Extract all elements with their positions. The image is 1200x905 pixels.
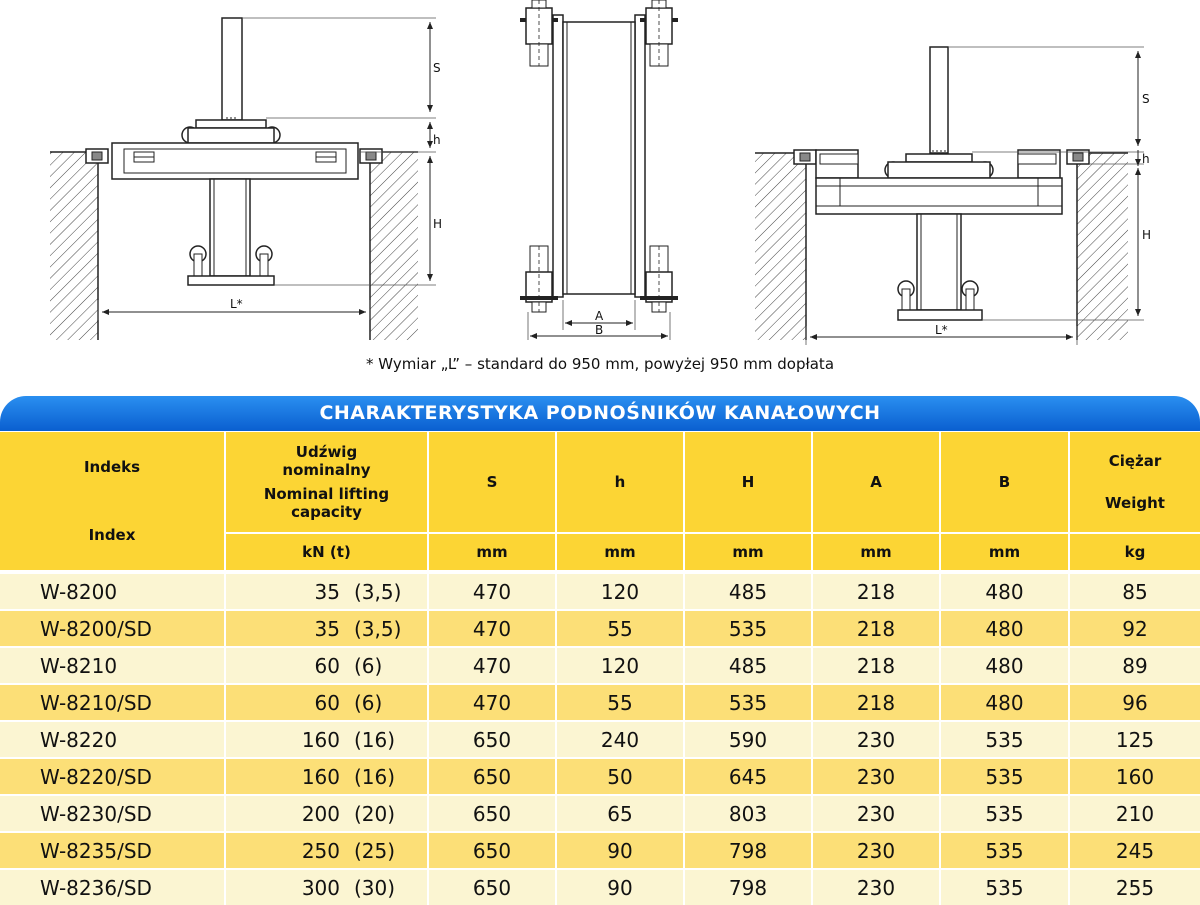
cell-weight: 160: [1070, 757, 1200, 794]
cell-capacity-kn: 60: [314, 653, 340, 678]
drawing-front-view-wide: [755, 47, 1151, 345]
cell-a: 218: [813, 646, 941, 683]
cell-capacity: [226, 683, 429, 720]
header-index-pl: Indeks: [83, 458, 141, 476]
cell-capacity: [226, 868, 429, 905]
cell-a: 230: [813, 794, 941, 831]
cell-h-large: 485: [685, 646, 813, 683]
cell-capacity-t: (6): [354, 690, 383, 715]
cell-s: 470: [429, 609, 557, 646]
cell-b: 535: [941, 757, 1070, 794]
cell-a: 230: [813, 831, 941, 868]
cell-index: W-8230/SD: [0, 794, 226, 831]
cell-s: 470: [429, 646, 557, 683]
cell-h-large: 485: [685, 572, 813, 609]
cell-s: 650: [429, 757, 557, 794]
cell-capacity: [226, 646, 429, 683]
pit-wall-right: [370, 152, 418, 340]
cell-capacity: [226, 757, 429, 794]
table-row: [0, 831, 1200, 868]
cell-h-large: 535: [685, 609, 813, 646]
cell-index: W-8235/SD: [0, 831, 226, 868]
table-row: [0, 572, 1200, 609]
cell-s: 470: [429, 683, 557, 720]
drawing-side-view: [520, 0, 678, 340]
dim-label-s: S: [1142, 92, 1150, 106]
cell-h-large: 590: [685, 720, 813, 757]
cell-h-large: 798: [685, 831, 813, 868]
spec-table: [0, 432, 1200, 905]
cell-capacity-kn: 35: [314, 616, 340, 641]
header-index-en: Index: [88, 526, 136, 544]
dimension-note: * Wymiar „L” – standard do 950 mm, powyżej 950 mm dopłata: [365, 355, 835, 373]
table-row: [0, 720, 1200, 757]
cell-weight: 96: [1070, 683, 1200, 720]
cell-weight: 210: [1070, 794, 1200, 831]
cell-capacity-t: (30): [354, 875, 396, 900]
cell-capacity-t: (20): [354, 801, 396, 826]
cell-h-large: 798: [685, 868, 813, 905]
cell-s: 650: [429, 868, 557, 905]
cell-h-large: 535: [685, 683, 813, 720]
cell-index: W-8220: [0, 720, 226, 757]
cell-b: 535: [941, 868, 1070, 905]
dim-label-l: L*: [935, 323, 948, 337]
cell-index: W-8236/SD: [0, 868, 226, 905]
header-index: [0, 432, 226, 572]
table-row: [0, 646, 1200, 683]
table-row: [0, 609, 1200, 646]
header-weight-pl: Ciężar: [1108, 452, 1162, 470]
table-row: [0, 683, 1200, 720]
cell-a: 230: [813, 720, 941, 757]
cell-weight: 92: [1070, 609, 1200, 646]
unit-capacity: kN (t): [226, 534, 429, 572]
cell-h-small: 120: [557, 646, 685, 683]
cell-weight: 89: [1070, 646, 1200, 683]
cell-weight: 255: [1070, 868, 1200, 905]
cell-s: 650: [429, 831, 557, 868]
cell-b: 480: [941, 646, 1070, 683]
cell-h-large: 803: [685, 794, 813, 831]
cell-capacity: [226, 831, 429, 868]
unit-s: mm: [429, 534, 557, 572]
cell-capacity-kn: 35: [314, 579, 340, 604]
cell-h-small: 55: [557, 683, 685, 720]
cell-capacity-kn: 200: [301, 801, 340, 826]
dim-label-h-small: h: [433, 133, 441, 147]
cell-weight: 85: [1070, 572, 1200, 609]
header-h-small: h: [557, 432, 685, 534]
cell-h-small: 50: [557, 757, 685, 794]
cell-s: 470: [429, 572, 557, 609]
cell-index: W-8210/SD: [0, 683, 226, 720]
cell-capacity-kn: 160: [301, 764, 340, 789]
cell-capacity-t: (3,5): [354, 579, 402, 604]
pit-wall-left: [50, 152, 98, 340]
cell-h-small: 65: [557, 794, 685, 831]
cell-b: 480: [941, 572, 1070, 609]
cell-capacity-kn: 300: [301, 875, 340, 900]
cell-capacity-kn: 250: [301, 838, 340, 863]
cell-capacity-kn: 60: [314, 690, 340, 715]
cell-capacity-kn: 160: [301, 727, 340, 752]
dim-label-h-large: H: [1142, 228, 1152, 242]
header-weight: [1070, 432, 1200, 534]
cell-b: 480: [941, 683, 1070, 720]
dim-label-a: A: [595, 309, 604, 323]
dim-label-s: S: [433, 61, 441, 75]
dim-label-l: L*: [230, 297, 243, 311]
dim-label-h-small: h: [1142, 152, 1150, 166]
cell-index: W-8220/SD: [0, 757, 226, 794]
cell-h-large: 645: [685, 757, 813, 794]
cell-h-small: 90: [557, 831, 685, 868]
cell-capacity-t: (3,5): [354, 616, 402, 641]
cell-h-small: 55: [557, 609, 685, 646]
drawing-front-view-narrow: [50, 18, 442, 340]
pit-wall-left: [755, 153, 806, 340]
cell-s: 650: [429, 720, 557, 757]
cell-capacity-t: (16): [354, 764, 396, 789]
cell-b: 535: [941, 831, 1070, 868]
unit-a: mm: [813, 534, 941, 572]
cell-a: 230: [813, 868, 941, 905]
header-capacity-en: Nominal lifting capacity: [263, 485, 390, 521]
unit-h-small: mm: [557, 534, 685, 572]
cell-index: W-8210: [0, 646, 226, 683]
cell-h-small: 120: [557, 572, 685, 609]
table-row: [0, 868, 1200, 905]
cell-a: 218: [813, 572, 941, 609]
header-capacity: [226, 432, 429, 534]
cell-weight: 245: [1070, 831, 1200, 868]
cell-capacity: [226, 720, 429, 757]
dim-label-h-large: H: [433, 217, 443, 231]
header-weight-en: Weight: [1105, 494, 1165, 512]
header-s: S: [429, 432, 557, 534]
cell-a: 218: [813, 609, 941, 646]
cell-a: 218: [813, 683, 941, 720]
unit-weight: kg: [1070, 534, 1200, 572]
cell-capacity: [226, 609, 429, 646]
cell-capacity: [226, 794, 429, 831]
pit-wall-right: [1077, 153, 1128, 340]
cell-capacity-t: (25): [354, 838, 396, 863]
header-b: B: [941, 432, 1070, 534]
cell-index: W-8200/SD: [0, 609, 226, 646]
dim-label-b: B: [595, 323, 604, 337]
cell-b: 480: [941, 609, 1070, 646]
header-capacity-pl: Udźwig nominalny: [282, 443, 371, 479]
cell-s: 650: [429, 794, 557, 831]
technical-drawings: [0, 0, 1200, 345]
cell-h-small: 240: [557, 720, 685, 757]
cell-capacity-t: (16): [354, 727, 396, 752]
cell-weight: 125: [1070, 720, 1200, 757]
cell-a: 230: [813, 757, 941, 794]
header-a: A: [813, 432, 941, 534]
unit-b: mm: [941, 534, 1070, 572]
cell-capacity: [226, 572, 429, 609]
cell-b: 535: [941, 794, 1070, 831]
unit-h-large: mm: [685, 534, 813, 572]
header-h-large: H: [685, 432, 813, 534]
cell-index: W-8200: [0, 572, 226, 609]
table-row: [0, 794, 1200, 831]
table-title: CHARAKTERYSTYKA PODNOŚNIKÓW KANAŁOWYCH: [0, 396, 1200, 431]
cell-b: 535: [941, 720, 1070, 757]
table-row: [0, 757, 1200, 794]
cell-h-small: 90: [557, 868, 685, 905]
cell-capacity-t: (6): [354, 653, 383, 678]
